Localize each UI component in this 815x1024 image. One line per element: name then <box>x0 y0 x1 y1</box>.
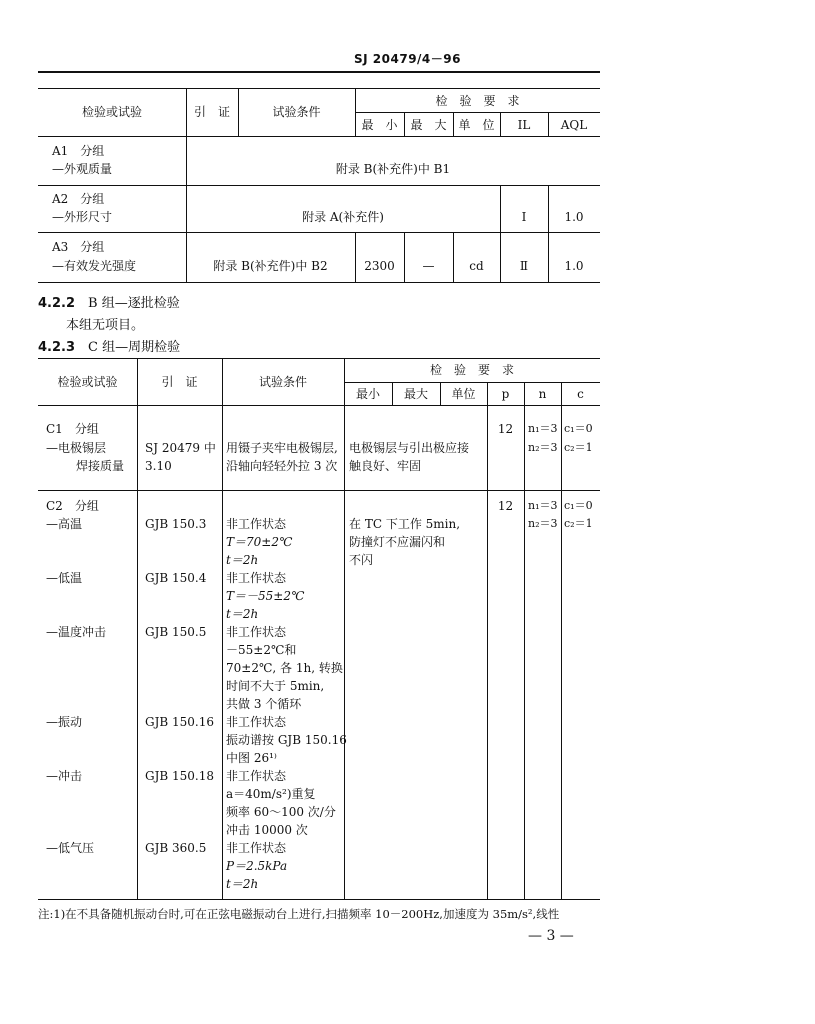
a3-aql: 1.0 <box>564 259 584 273</box>
header-unit: 单 位 <box>458 118 495 132</box>
c1-cond: 用镊子夹牢电极锡层, <box>226 441 338 455</box>
test-name: —低温 <box>46 571 83 585</box>
test-cond: t＝2h <box>226 877 259 891</box>
test-cond: a＝40m/s²)重复 <box>226 787 316 801</box>
c1-c2: c₂＝1 <box>564 441 593 454</box>
c-header-ref: 引 证 <box>161 375 198 389</box>
test-cond: 振动谱按 GJB 150.16 <box>226 733 347 747</box>
c1-item: —电极锡层 <box>46 441 107 455</box>
test-name: —高温 <box>46 517 83 531</box>
c1-p: 12 <box>497 422 514 436</box>
header-min: 最 小 <box>361 118 398 132</box>
test-cond: 冲击 10000 次 <box>226 823 308 837</box>
test-name: —温度冲击 <box>46 625 107 639</box>
c-header-unit: 单位 <box>451 387 476 401</box>
test-name: —冲击 <box>46 769 83 783</box>
test-cond: t＝2h <box>226 607 259 621</box>
a3-unit: cd <box>469 259 484 273</box>
a1-spec: 附录 B(补充件)中 B1 <box>335 162 451 176</box>
test-ref: GJB 150.3 <box>145 517 207 531</box>
a3-item: —有效发光强度 <box>52 259 137 273</box>
page-number: — 3 — <box>528 928 574 944</box>
test-name: —低气压 <box>46 841 95 855</box>
a3-min: 2300 <box>364 259 395 273</box>
c-header-n: n <box>538 387 547 401</box>
test-cond: T＝70±2℃ <box>226 535 293 549</box>
test-cond: t＝2h <box>226 553 259 567</box>
a2-aql: 1.0 <box>564 210 584 224</box>
section-title: C 组—周期检验 <box>88 340 181 355</box>
c2-p: 12 <box>497 499 514 513</box>
c1-cond-2: 沿轴向轻轻外拉 3 次 <box>226 459 338 473</box>
header-max: 最 大 <box>410 118 447 132</box>
test-ref: GJB 150.16 <box>145 715 215 729</box>
test-cond: 中图 26¹⁾ <box>226 751 277 765</box>
c2-req-3: 不闪 <box>349 553 374 567</box>
a2-il: Ⅰ <box>521 210 527 224</box>
test-cond: 时间不大于 5min, <box>226 679 325 693</box>
test-cond: 非工作状态 <box>226 571 287 585</box>
section-number: 4.2.2 <box>38 296 76 311</box>
c1-ref-2: 3.10 <box>145 459 172 473</box>
c2-n1: n₁＝3 <box>528 499 558 512</box>
test-cond: 非工作状态 <box>226 715 287 729</box>
c1-c1: c₁＝0 <box>564 422 593 435</box>
section-4-2-2 <box>38 292 180 311</box>
section-4-2-3 <box>38 336 180 355</box>
c-header-p: p <box>501 387 510 401</box>
section-4-2-2-text: 本组无项目。 <box>66 318 145 333</box>
test-ref: GJB 150.4 <box>145 571 207 585</box>
a2-item: —外形尺寸 <box>52 210 113 224</box>
section-title: B 组—逐批检验 <box>88 296 180 311</box>
a1-group: A1 分组 <box>52 144 105 158</box>
a3-il: Ⅱ <box>519 259 529 273</box>
a3-group: A3 分组 <box>52 240 105 254</box>
test-cond: T＝－55±2℃ <box>226 589 305 603</box>
header-cond: 试验条件 <box>272 105 321 119</box>
header-il: IL <box>517 118 531 132</box>
c1-group: C1 分组 <box>46 422 99 436</box>
c1-n2: n₂＝3 <box>528 441 558 454</box>
header-req: 检 验 要 求 <box>435 94 520 108</box>
c-header-cond: 试验条件 <box>258 375 307 389</box>
c2-c2: c₂＝1 <box>564 517 593 530</box>
test-cond: P＝2.5kPa <box>226 859 288 873</box>
test-cond: 70±2℃, 各 1h, 转换 <box>226 661 343 675</box>
test-cond: 非工作状态 <box>226 841 287 855</box>
c-header-c: c <box>577 387 584 401</box>
c2-n2: n₂＝3 <box>528 517 558 530</box>
c1-item-2: 焊接质量 <box>76 459 125 473</box>
test-cond: 共做 3 个循环 <box>226 697 302 711</box>
a2-group: A2 分组 <box>52 192 105 206</box>
test-ref: GJB 150.18 <box>145 769 215 783</box>
c2-group: C2 分组 <box>46 499 99 513</box>
c1-n1: n₁＝3 <box>528 422 558 435</box>
c-header-test: 检验或试验 <box>57 375 118 389</box>
document-number: SJ 20479/4－96 <box>354 52 461 66</box>
header-rule <box>38 71 600 73</box>
test-cond: 非工作状态 <box>226 769 287 783</box>
header-ref: 引 证 <box>193 105 230 119</box>
a1-item: —外观质量 <box>52 162 113 176</box>
c2-req-2: 防撞灯不应漏闪和 <box>349 535 446 549</box>
c-header-min: 最小 <box>355 387 380 401</box>
header-test: 检验或试验 <box>81 105 142 119</box>
c1-req: 电极锡层与引出极应接 <box>349 441 470 455</box>
c1-ref: SJ 20479 中 <box>145 441 216 455</box>
test-cond: －55±2℃和 <box>226 643 297 657</box>
test-cond: 非工作状态 <box>226 625 287 639</box>
test-cond: 非工作状态 <box>226 517 287 531</box>
a2-spec: 附录 A(补充件) <box>302 210 384 224</box>
test-ref: GJB 360.5 <box>145 841 207 855</box>
header-aql: AQL <box>560 118 588 132</box>
c2-c1: c₁＝0 <box>564 499 593 512</box>
a3-max: — <box>422 259 435 273</box>
test-ref: GJB 150.5 <box>145 625 207 639</box>
c2-req: 在 TC 下工作 5min, <box>349 517 461 531</box>
test-name: —振动 <box>46 715 83 729</box>
section-number: 4.2.3 <box>38 340 76 355</box>
c-header-max: 最大 <box>403 387 428 401</box>
test-cond: 频率 60～100 次/分 <box>226 805 336 819</box>
footnote: 注:1)在不具备随机振动台时,可在正弦电磁振动台上进行,扫描频率 10－200Hz,加速度为 35m/s²,线性 <box>38 907 560 921</box>
c1-req-2: 触良好、牢固 <box>349 459 422 473</box>
c-header-req: 检 验 要 求 <box>429 363 514 377</box>
a3-ref: 附录 B(补充件)中 B2 <box>213 259 328 273</box>
